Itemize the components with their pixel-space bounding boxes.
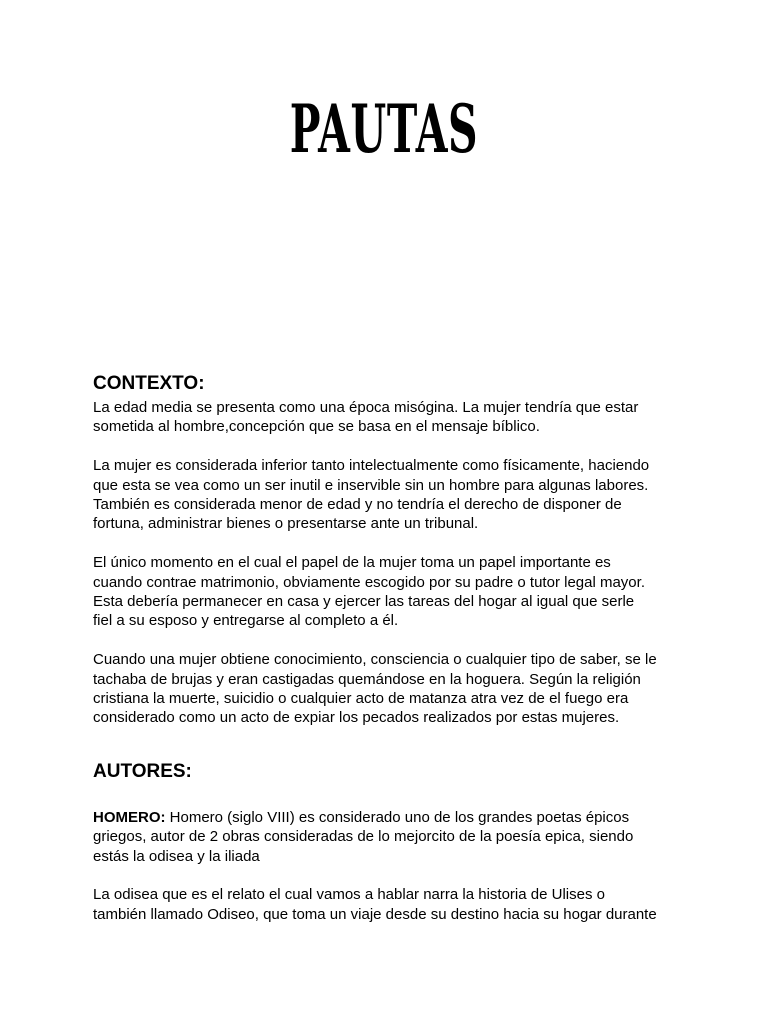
text-line: estás la odisea y la iliada <box>93 847 260 865</box>
contexto-paragraph-2 <box>93 456 693 534</box>
contexto-heading: CONTEXTO: <box>93 373 205 394</box>
text-line: cristiana la muerte, suicidio o cualquier acto de matanza atra vez de el fuego era <box>93 690 629 708</box>
contexto-paragraph-1 <box>93 398 693 437</box>
text-line: Esta debería permanecer en casa y ejercer las tareas del hogar al igual que serle <box>93 593 635 611</box>
text-line: La mujer es considerada inferior tanto intelectualmente como físicamente, haciendo <box>93 457 650 475</box>
text-line: El único momento en el cual el papel de la mujer toma un papel importante es <box>93 554 611 572</box>
text-line: La odisea que es el relato el cual vamos a hablar narra la historia de Ulises o <box>93 886 605 904</box>
contexto-paragraph-3 <box>93 553 693 631</box>
text-line: cuando contrae matrimonio, obviamente escogido por su padre o tutor legal mayor. <box>93 573 645 591</box>
text-line: sometida al hombre,concepción que se basa en el mensaje bíblico. <box>93 418 540 436</box>
homero-label: HOMERO: <box>93 808 166 826</box>
text-line: fiel a su esposo y entregarse al completo a él. <box>93 612 399 630</box>
text-line: que esta se vea como un ser inutil e inservible sin un hombre para algunas labores. <box>93 476 649 494</box>
text-line: La edad media se presenta como una época misógina. La mujer tendría que estar <box>93 399 639 416</box>
text-line: Homero (siglo VIII) es considerado uno de los grandes poetas épicos <box>165 808 630 826</box>
text-line: considerado como un acto de expiar los pecados realizados por estas mujeres. <box>93 709 620 727</box>
odisea-paragraph <box>93 885 693 924</box>
autores-heading: AUTORES: <box>93 760 192 782</box>
text-line: tachaba de brujas y eran castigadas quemándose en la hoguera. Según la religión <box>93 670 641 688</box>
document-body <box>93 370 693 924</box>
contexto-paragraph-4 <box>93 650 693 728</box>
text-line: fortuna, administrar bienes o presentarse ante un tribunal. <box>93 515 479 533</box>
homero-paragraph <box>93 808 693 866</box>
text-line: griegos, autor de 2 obras consideradas de lo mejorcito de la poesía epica, siendo <box>93 828 634 846</box>
text-line: también llamado Odiseo, que toma un viaje desde su destino hacia su hogar durante <box>93 905 657 923</box>
text-line: Cuando una mujer obtiene conocimiento, consciencia o cualquier tipo de saber, se le <box>93 651 657 669</box>
text-line: También es considerada menor de edad y no tendría el derecho de disponer de <box>93 496 622 514</box>
page-title: PAUTAS <box>289 90 479 168</box>
